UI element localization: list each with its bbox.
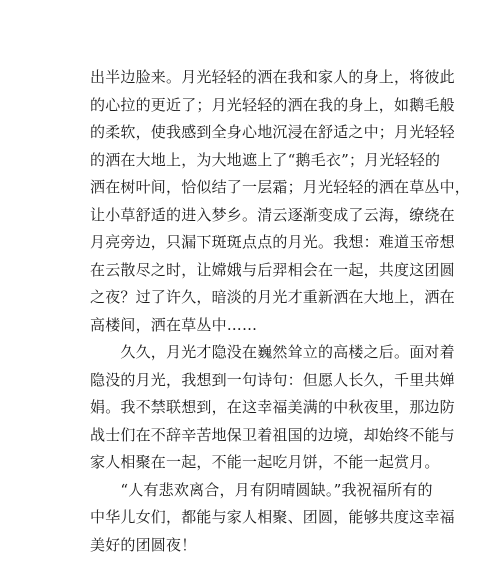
- text-line: 出半边脸来。月光轻轻的洒在我和家人的身上，将彼此: [90, 68, 455, 86]
- essay-text: [90, 64, 471, 559]
- text-line: 中华儿女们，都能与家人相聚、团圆，能够共度这幸福: [90, 508, 455, 526]
- text-line: 洒在树叶间，恰似结了一层霜；月光轻轻的洒在草丛中，: [90, 178, 471, 196]
- text-line: 之夜？过了许久，暗淡的月光才重新洒在大地上，洒在: [90, 288, 455, 306]
- text-line: 月亮旁边，只漏下斑斑点点的月光。我想：难道玉帝想: [90, 233, 455, 251]
- text-line: “人有悲欢离合，月有阴晴圆缺。”我祝福所有的: [90, 480, 433, 499]
- text-line: 战士们在不辞辛苦地保卫着祖国的边境，却始终不能与: [90, 425, 455, 444]
- text-line: 让小草舒适的进入梦乡。清云逐渐变成了云海，缭绕在: [90, 205, 455, 224]
- text-line: 的洒在大地上，为大地遮上了“鹅毛衣”；月光轻轻的: [90, 150, 441, 169]
- text-line: 美好的团圆夜！: [90, 535, 197, 554]
- text-line: 隐没的月光，我想到一句诗句：但愿人长久，千里共婵: [90, 370, 455, 389]
- text-line: 的柔软，使我感到全身心地沉浸在舒适之中；月光轻轻: [90, 123, 455, 141]
- text-line: 家人相聚在一起，不能一起吃月饼，不能一起赏月。: [90, 453, 440, 471]
- text-line: 的心拉的更近了；月光轻轻的洒在我的身上，如鹅毛般: [90, 95, 455, 114]
- text-line: 在云散尽之时，让嫦娥与后羿相会在一起，共度这团圆: [90, 260, 455, 279]
- text-line: 娟。我不禁联想到，在这幸福美满的中秋夜里，那边防: [90, 398, 455, 416]
- text-line: 高楼间，洒在草丛中……: [90, 315, 258, 334]
- text-line: 久久，月光才隐没在巍然耸立的高楼之后。面对着: [90, 343, 455, 361]
